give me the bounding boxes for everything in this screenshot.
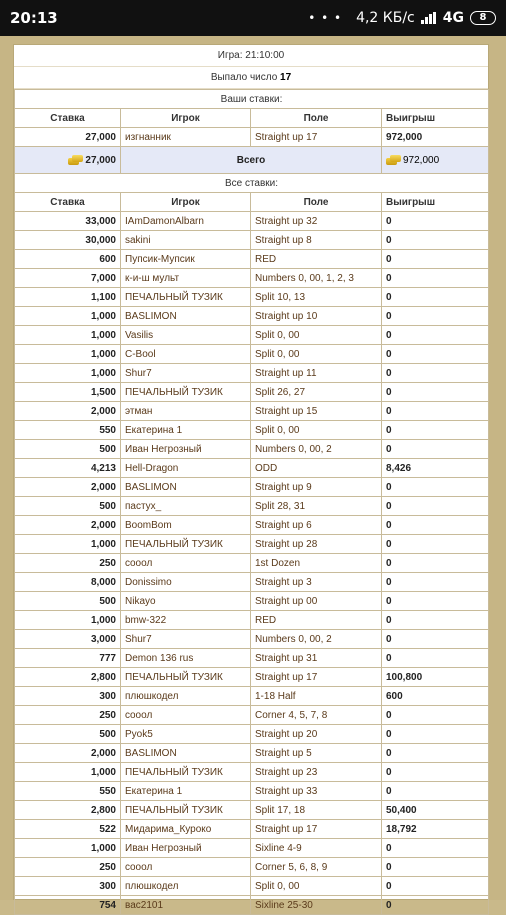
bet-stake: 2,000 [15,402,121,421]
bet-win: 0 [382,858,489,877]
your-bets-title-row [15,90,489,109]
page-frame [0,36,506,911]
table-row [15,630,489,649]
bet-field: Straight up 17 [251,128,382,147]
bet-field: Straight up 10 [251,307,382,326]
bet-win: 0 [382,516,489,535]
bet-field: Straight up 5 [251,744,382,763]
bet-stake: 777 [15,649,121,668]
bet-field: Straight up 17 [251,668,382,687]
column-stake: Ставка [15,109,121,128]
bet-stake: 1,000 [15,345,121,364]
bet-field: Straight up 15 [251,402,382,421]
bet-win: 0 [382,421,489,440]
bet-win: 0 [382,345,489,364]
bet-field: Straight up 31 [251,649,382,668]
table-row [15,725,489,744]
bet-player: сooол [121,858,251,877]
round-label: Игра: 21:10:00 [14,45,488,67]
bet-player: Shur7 [121,364,251,383]
bet-win: 0 [382,535,489,554]
bet-stake: 30,000 [15,231,121,250]
bet-stake: 550 [15,782,121,801]
bet-player: пастух_ [121,497,251,516]
bet-field: Sixline 4-9 [251,839,382,858]
table-row [15,402,489,421]
your-bets-body [15,128,489,147]
bet-stake: 1,000 [15,535,121,554]
bet-player: Иван Негрозный [121,440,251,459]
bet-field: Split 0, 00 [251,877,382,896]
bet-field: Straight up 17 [251,820,382,839]
table-row [15,706,489,725]
bet-field: Straight up 3 [251,573,382,592]
bet-player: изгнанник [121,128,251,147]
bet-win: 0 [382,402,489,421]
bet-player: C-Bool [121,345,251,364]
bet-stake: 1,000 [15,763,121,782]
all-bets-header [15,193,489,212]
bet-win: 0 [382,212,489,231]
table-row [15,763,489,782]
table-row [15,128,489,147]
bet-player: Shur7 [121,630,251,649]
bet-stake: 2,000 [15,744,121,763]
bet-stake: 550 [15,421,121,440]
bet-player: ПЕЧАЛЬНЫЙ ТУЗИК [121,763,251,782]
bet-field: Straight up 28 [251,535,382,554]
bet-win: 972,000 [382,128,489,147]
table-row [15,269,489,288]
table-row [15,478,489,497]
table-row [15,668,489,687]
bet-field: 1-18 Half [251,687,382,706]
bet-player: сooол [121,706,251,725]
bet-player: вас2101 [121,896,251,915]
table-row [15,782,489,801]
column-player: Игрок [121,193,251,212]
bet-stake: 2,800 [15,668,121,687]
total-stake-value: 27,000 [85,154,116,166]
bet-player: sakini [121,231,251,250]
bet-player: к-и-ш мульт [121,269,251,288]
bet-player: Екатерина 1 [121,782,251,801]
bet-win: 0 [382,497,489,516]
table-row [15,383,489,402]
bet-field: RED [251,250,382,269]
bet-player: BASLIMON [121,478,251,497]
table-row [15,896,489,915]
bet-win: 0 [382,326,489,345]
all-bets-title: Все ставки: [15,174,489,193]
total-label: Всего [121,147,382,174]
gold-coins-icon [68,155,84,165]
bet-stake: 500 [15,725,121,744]
network-type: 4G [442,10,464,26]
result-line [14,67,488,89]
table-row [15,554,489,573]
bet-field: Split 0, 00 [251,345,382,364]
bet-player: ПЕЧАЛЬНЫЙ ТУЗИК [121,668,251,687]
bet-field: Numbers 0, 00, 1, 2, 3 [251,269,382,288]
table-row [15,288,489,307]
bet-stake: 33,000 [15,212,121,231]
bet-win: 0 [382,782,489,801]
bet-stake: 1,000 [15,326,121,345]
bet-player: BASLIMON [121,307,251,326]
signal-icon [421,12,437,24]
bet-win: 0 [382,288,489,307]
notification-dots-icon: • • • [308,11,343,25]
bet-field: Straight up 6 [251,516,382,535]
bet-win: 0 [382,839,489,858]
bet-field: Straight up 00 [251,592,382,611]
status-bar [0,0,506,36]
column-player: Игрок [121,109,251,128]
bet-stake: 1,000 [15,364,121,383]
bet-player: ПЕЧАЛЬНЫЙ ТУЗИК [121,535,251,554]
your-bets-title: Ваши ставки: [15,90,489,109]
bet-player: этман [121,402,251,421]
bet-player: Demon 136 rus [121,649,251,668]
table-row [15,307,489,326]
bet-field: Straight up 11 [251,364,382,383]
total-stake [15,147,121,174]
table-row [15,649,489,668]
bet-field: Sixline 25-30 [251,896,382,915]
bet-field: RED [251,611,382,630]
bet-field: Straight up 9 [251,478,382,497]
table-row [15,839,489,858]
all-bets-title-row [15,174,489,193]
bet-stake: 7,000 [15,269,121,288]
bet-player: Hell-Dragon [121,459,251,478]
bet-player: Екатерина 1 [121,421,251,440]
bet-field: Numbers 0, 00, 2 [251,440,382,459]
column-stake: Ставка [15,193,121,212]
bet-win: 0 [382,763,489,782]
table-row [15,212,489,231]
your-bets-table [14,89,489,915]
table-row [15,421,489,440]
bet-field: Straight up 23 [251,763,382,782]
table-row [15,535,489,554]
bet-win: 0 [382,896,489,915]
bet-win: 0 [382,725,489,744]
table-row [15,858,489,877]
bet-field: Split 10, 13 [251,288,382,307]
table-row [15,345,489,364]
table-row [15,364,489,383]
bet-player: плюшкодел [121,877,251,896]
column-field: Поле [251,109,382,128]
totals-row [15,147,489,174]
bet-win: 18,792 [382,820,489,839]
bet-stake: 500 [15,440,121,459]
bet-stake: 1,000 [15,307,121,326]
bet-field: ODD [251,459,382,478]
bet-stake: 2,000 [15,516,121,535]
bet-field: Split 26, 27 [251,383,382,402]
bet-stake: 500 [15,592,121,611]
table-row [15,820,489,839]
table-row [15,459,489,478]
bet-player: BoomBom [121,516,251,535]
bet-stake: 250 [15,554,121,573]
bet-player: BASLIMON [121,744,251,763]
total-win [382,147,489,174]
bet-win: 600 [382,687,489,706]
bet-player: ПЕЧАЛЬНЫЙ ТУЗИК [121,801,251,820]
bet-stake: 250 [15,858,121,877]
bet-stake: 27,000 [15,128,121,147]
battery-icon: 8 [470,11,496,25]
total-win-value: 972,000 [403,154,440,166]
bet-stake: 250 [15,706,121,725]
bet-stake: 300 [15,877,121,896]
bet-stake: 4,213 [15,459,121,478]
bet-win: 8,426 [382,459,489,478]
bet-stake: 1,000 [15,839,121,858]
result-number: 17 [280,72,292,83]
bet-field: Split 0, 00 [251,421,382,440]
bet-stake: 3,000 [15,630,121,649]
bet-win: 0 [382,630,489,649]
bet-stake: 600 [15,250,121,269]
result-label: Выпало число [210,72,278,83]
bet-field: Corner 4, 5, 7, 8 [251,706,382,725]
bet-stake: 500 [15,497,121,516]
bet-win: 0 [382,478,489,497]
bet-stake: 522 [15,820,121,839]
column-win: Выигрыш [382,109,489,128]
bet-stake: 8,000 [15,573,121,592]
bet-win: 0 [382,440,489,459]
your-bets-header [15,109,489,128]
bet-win: 0 [382,554,489,573]
bet-win: 50,400 [382,801,489,820]
bet-win: 0 [382,706,489,725]
bet-player: Пупсик-Мупсик [121,250,251,269]
table-row [15,231,489,250]
bet-stake: 1,100 [15,288,121,307]
bet-stake: 1,000 [15,611,121,630]
bet-win: 0 [382,592,489,611]
bet-field: Straight up 32 [251,212,382,231]
bet-field: Numbers 0, 00, 2 [251,630,382,649]
bet-win: 0 [382,573,489,592]
bet-stake: 300 [15,687,121,706]
all-bets-body [15,212,489,915]
table-row [15,250,489,269]
bet-field: Straight up 8 [251,231,382,250]
bet-player: ПЕЧАЛЬНЫЙ ТУЗИК [121,383,251,402]
table-row [15,592,489,611]
bet-stake: 2,000 [15,478,121,497]
bet-win: 0 [382,364,489,383]
table-row [15,877,489,896]
bet-player: Vasilis [121,326,251,345]
bet-stake: 754 [15,896,121,915]
bet-win: 0 [382,383,489,402]
table-row [15,326,489,345]
bet-field: Corner 5, 6, 8, 9 [251,858,382,877]
bet-win: 0 [382,649,489,668]
table-row [15,611,489,630]
bet-field: Straight up 20 [251,725,382,744]
table-row [15,744,489,763]
table-row [15,687,489,706]
table-row [15,440,489,459]
bet-player: Иван Негрозный [121,839,251,858]
column-field: Поле [251,193,382,212]
table-row [15,801,489,820]
bet-player: Nikayo [121,592,251,611]
bet-win: 0 [382,877,489,896]
bet-player: bmw-322 [121,611,251,630]
bet-win: 100,800 [382,668,489,687]
network-speed: 4,2 КБ/с [356,10,415,26]
bet-player: Pyok5 [121,725,251,744]
clock: 20:13 [10,9,58,27]
bet-win: 0 [382,744,489,763]
bet-stake: 2,800 [15,801,121,820]
bets-panel [13,44,489,911]
bet-field: Split 28, 31 [251,497,382,516]
column-win: Выигрыш [382,193,489,212]
bet-field: Split 17, 18 [251,801,382,820]
bet-win: 0 [382,231,489,250]
bet-field: Straight up 33 [251,782,382,801]
bet-win: 0 [382,307,489,326]
bet-player: Donissimo [121,573,251,592]
table-row [15,497,489,516]
bet-player: ПЕЧАЛЬНЫЙ ТУЗИК [121,288,251,307]
table-row [15,516,489,535]
bet-win: 0 [382,611,489,630]
status-icons [308,10,496,26]
bet-field: Split 0, 00 [251,326,382,345]
table-row [15,573,489,592]
bet-player: сooол [121,554,251,573]
bet-player: IAmDamonAlbarn [121,212,251,231]
bet-player: Мидарима_Куроко [121,820,251,839]
bet-win: 0 [382,250,489,269]
bet-win: 0 [382,269,489,288]
bet-field: 1st Dozen [251,554,382,573]
gold-coins-icon [386,155,402,165]
bet-player: плюшкодел [121,687,251,706]
bet-stake: 1,500 [15,383,121,402]
